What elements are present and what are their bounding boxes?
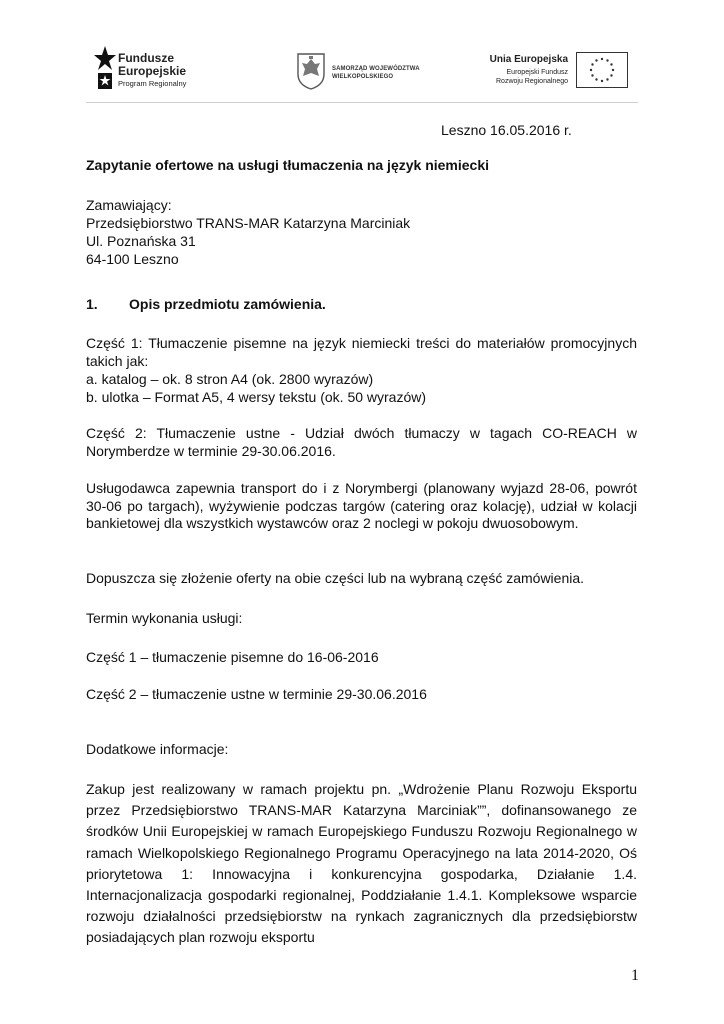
orderer-label: Zamawiający:: [86, 197, 172, 213]
fe-line3: Program Regionalny: [118, 79, 187, 88]
fundusze-europejskie-logo: [94, 44, 214, 94]
fe-star-icon: [94, 46, 116, 90]
section-heading: [86, 296, 637, 314]
fe-line2: Europejskie: [118, 64, 187, 78]
fe-line1: Fundusze: [118, 51, 174, 65]
eu-flag-icon: [576, 52, 628, 88]
part1-item-b: b. ulotka – Format A5, 4 wersy tekstu (ok. 50 wyrazów): [86, 389, 427, 405]
part2-paragraph: Część 2: Tłumaczenie ustne - Udział dwóch tłumaczy w tagach CO-REACH w Norymberdze w terminie 29-30.06.2016.: [86, 425, 637, 459]
unia-europejska-logo: [478, 52, 638, 96]
allowed-paragraph: Dopuszcza się złożenie oferty na obie części lub na wybraną część zamówienia.: [86, 570, 585, 586]
orderer-street: Ul. Poznańska 31: [86, 233, 196, 249]
orderer-city: 64-100 Leszno: [86, 251, 179, 267]
extra-info-paragraph: Zakup jest realizowany w ramach projektu pn. „Wdrożenie Planu Rozwoju Eksportu przez Przedsiębiorstwo TRANS-MAR Katarzyna Marciniak””, dofinansowanego ze środków Unii Europejskiej w ramach Europejskiego Funduszu Rozwoju Regionalnego w ramach Wielkopolskiego Regionalnego Programu Operacyjnego na lata 2014-2020, Oś priorytetowa 1: Innowacyjna i konkurencyjna gospodarka, Działanie 1.4. Internacjonalizacja gospodarki regionalnej, Poddziałanie 1.4.1. Kompleksowe wsparcie rozwoju działalności przedsiębiorstw na rynkach zagranicznych dla przedsiębiorstw posiadających plan rozwoju eksportu: [86, 781, 637, 946]
eagle-crest-icon: [296, 52, 326, 90]
part1-paragraph: Część 1: Tłumaczenie pisemne na język niemiecki treści do materiałów promocyjnych takich jak:: [86, 335, 637, 369]
ue-title: Unia Europejska: [489, 54, 568, 65]
provider-paragraph: Usługodawca zapewnia transport do i z Norymbergi (planowany wyjazd 28-06, powrót 30-06 po targach), wyżywienie podczas targów (catering oraz kolację), udział w kolacji bankietowej dla wszystkich wystawców oraz 2 noclegi w pokoju dwuosobowym.: [86, 480, 637, 531]
deadline-part1: Część 1 – tłumaczenie pisemne do 16-06-2016: [86, 649, 379, 665]
wlkp-line1: SAMORZĄD WOJEWÓDZTWA: [332, 66, 420, 72]
ue-line3: Rozwoju Regionalnego: [496, 78, 568, 85]
document-title: Zapytanie ofertowe na usługi tłumaczenia na język niemiecki: [86, 157, 490, 173]
section-number: 1.: [86, 296, 98, 312]
logo-header: [86, 40, 638, 103]
orderer-name: Przedsiębiorstwo TRANS-MAR Katarzyna Marciniak: [86, 215, 411, 231]
ue-line2: Europejski Fundusz: [506, 69, 568, 76]
page-number: 1: [631, 967, 639, 984]
part1-item-a: a. katalog – ok. 8 stron A4 (ok. 2800 wyrazów): [86, 371, 374, 387]
deadline-part2: Część 2 – tłumaczenie ustne w terminie 29-30.06.2016: [86, 686, 427, 702]
document-date: Leszno 16.05.2016 r.: [441, 122, 572, 138]
section-title: Opis przedmiotu zamówienia.: [129, 296, 326, 312]
extra-info-label: Dodatkowe informacje:: [86, 741, 229, 757]
wlkp-line2: WIELKOPOLSKIEGO: [332, 74, 394, 80]
samorzad-wielkopolski-logo: [296, 52, 426, 92]
deadline-label: Termin wykonania usługi:: [86, 610, 243, 626]
